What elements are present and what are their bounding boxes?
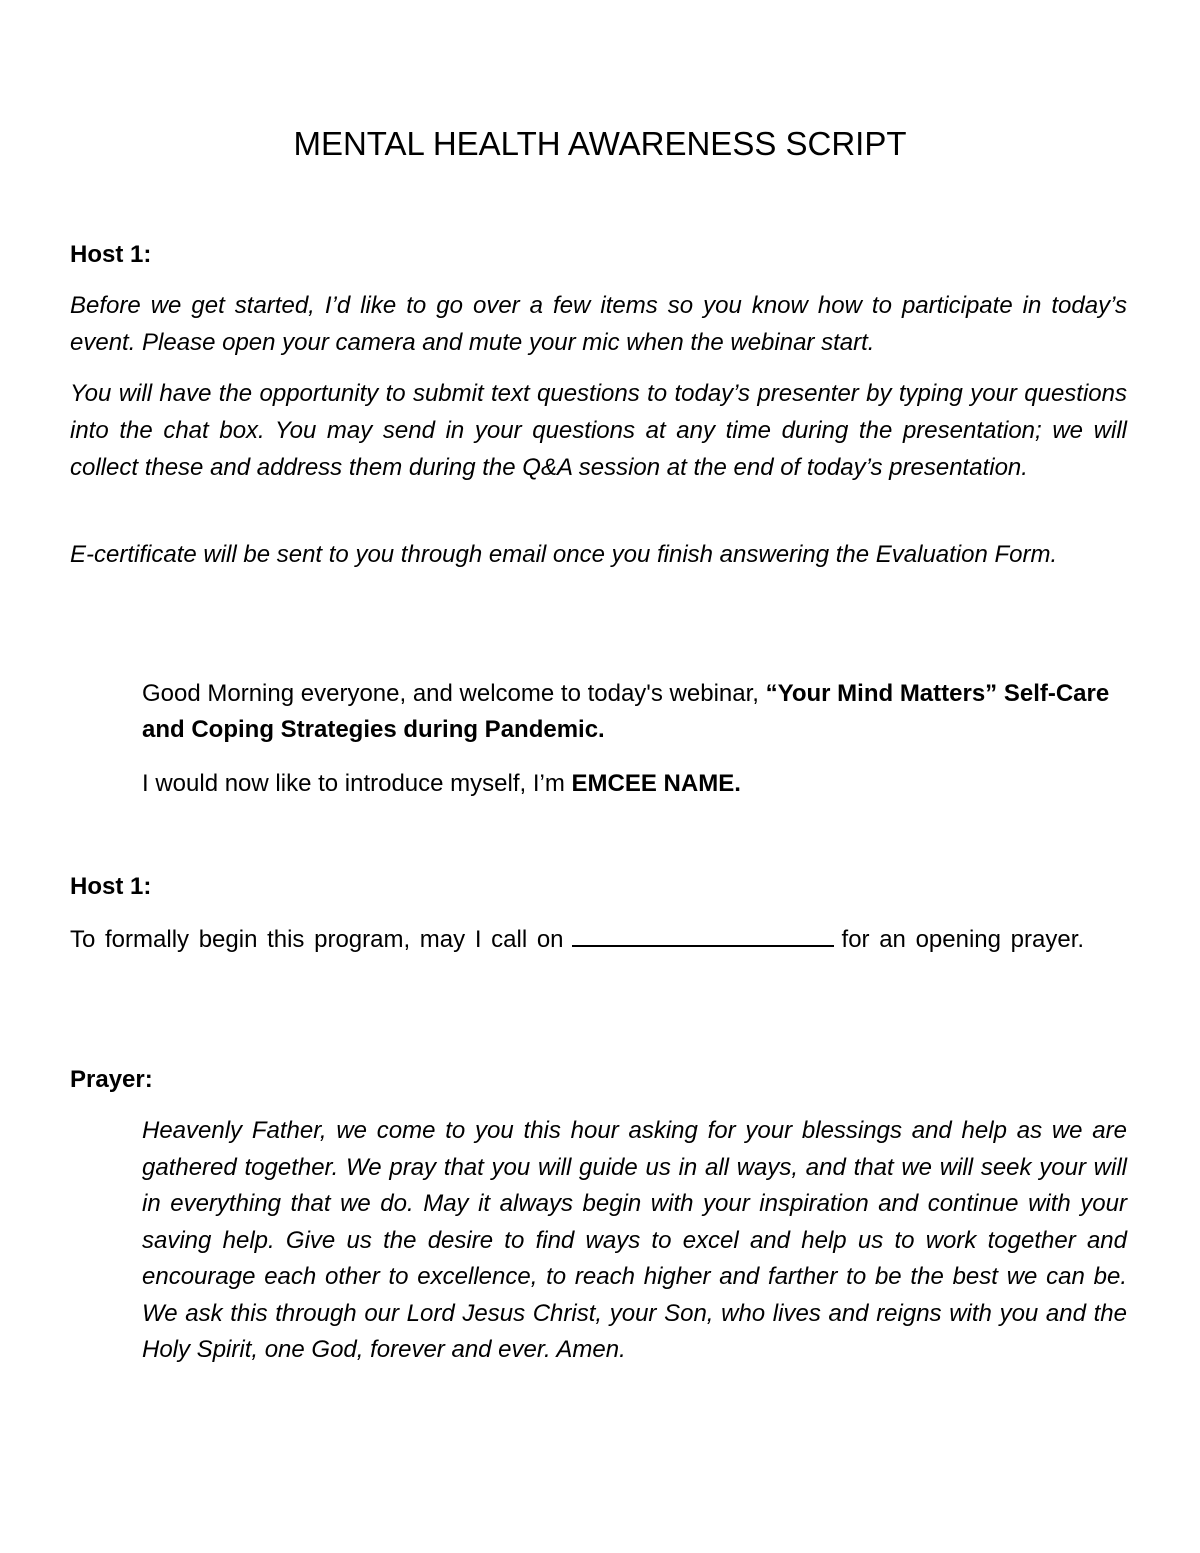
intro-paragraph: Before we get started, I’d like to go over a few items so you know how to participate in today’s event. Please open your camera and mute your mic when the webinar start. [70,292,1127,356]
prayer-heading: Prayer: [70,1066,153,1093]
opening-prayer-tail: for an opening prayer. [841,926,1085,953]
host1-heading: Host 1: [70,241,152,268]
questions-paragraph: You will have the opportunity to submit text questions to today’s presenter by typing your questions into the chat box. You may send in your questions at any time during the presentation; we will collect these and address them during the Q&A session at the end of today’s presentation. [70,380,1127,481]
welcome-paragraph [142,676,1127,748]
opening-prayer-lead: To formally begin this program, may I call on [70,926,564,953]
introduction-paragraph [142,765,1127,802]
introduction-lead: I would now like to introduce myself, I’m [142,770,572,797]
welcome-lead: Good Morning everyone, and welcome to today's webinar, [142,680,766,707]
name-blank-line [572,923,834,947]
emcee-name: EMCEE NAME. [571,770,741,797]
opening-prayer-paragraph [70,921,1127,958]
host1-heading-2: Host 1: [70,873,152,900]
certificate-paragraph: E-certificate will be sent to you through email once you finish answering the Evaluation Form. [70,541,1058,568]
webinar-title: “Your Mind Matters” Self-Care and Coping Strategies during Pandemic. [142,680,1110,743]
document-title: MENTAL HEALTH AWARENESS SCRIPT [293,125,907,162]
prayer-text: Heavenly Father, we come to you this hour asking for your blessings and help as we are gathered together. We pray that you will guide us in all ways, and that we will seek your will in everything that we do. May it always begin with your inspiration and continue with your saving help. Give us the desire to find ways to excel and help us to work together and encourage each other to excellence, to reach higher and farther to be the best we can be. We ask this through our Lord Jesus Christ, your Son, who lives and reigns with you and the Holy Spirit, one God, forever and ever. Amen. [142,1117,1127,1363]
